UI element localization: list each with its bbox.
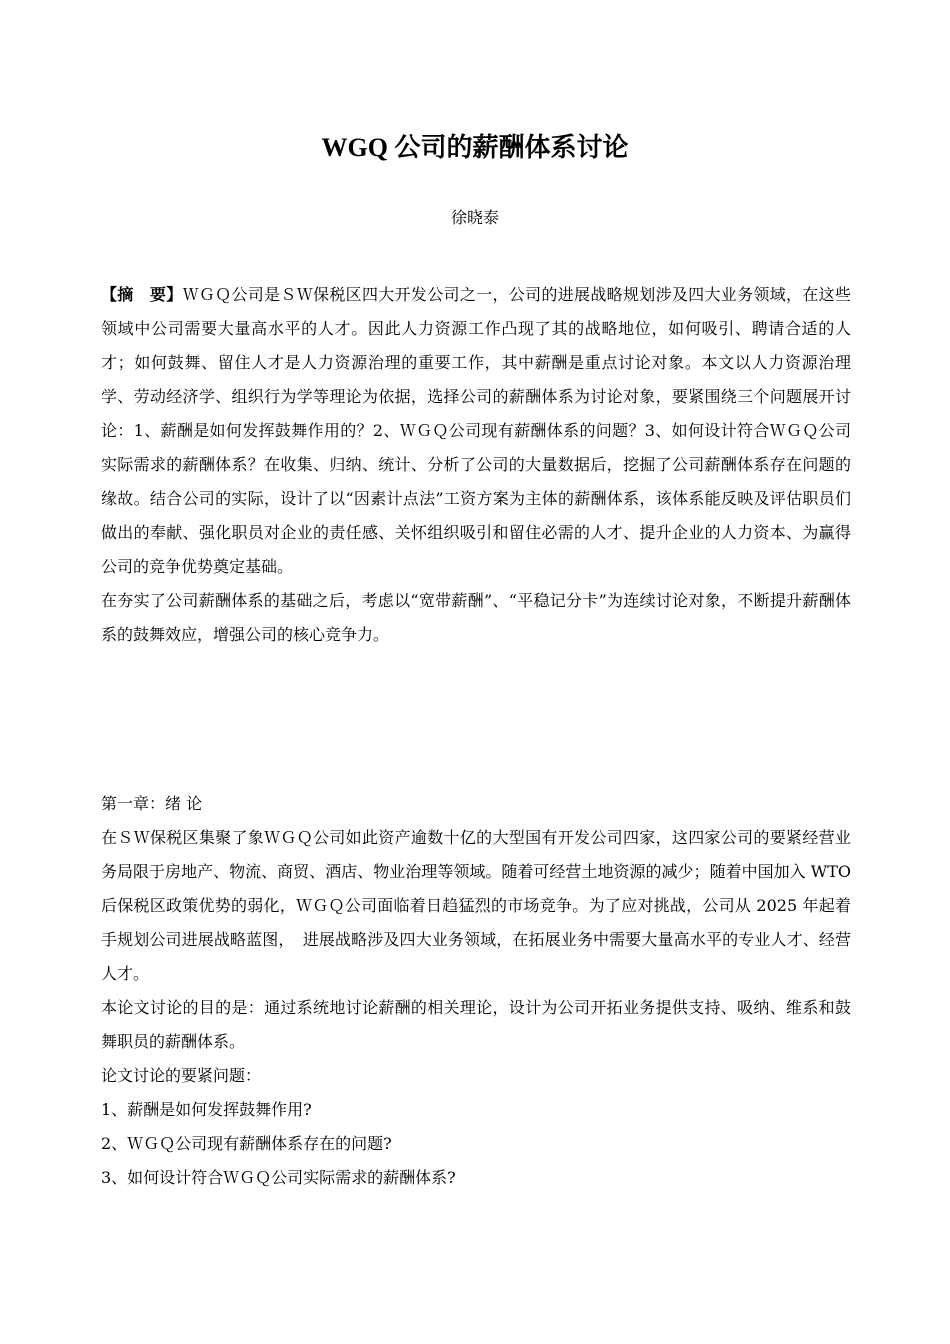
- document-author: 徐晓泰: [450, 208, 499, 227]
- abstract-continuation: 在夯实了公司薪酬体系的基础之后，考虑以“宽带薪酬”、“平稳记分卡”为连续讨论对象，不断提升薪酬体系的鼓舞效应，增强公司的核心竞争力。: [101, 591, 851, 644]
- research-question-item: 3、如何设计符合ＷＧＱ公司实际需求的薪酬体系?: [101, 1168, 456, 1187]
- abstract-section: [101, 278, 851, 652]
- chapter-paragraph: 本论文讨论的目的是：通过系统地讨论薪酬的相关理论，设计为公司开拓业务提供支持、吸纳、维系和鼓舞职员的薪酬体系。: [101, 998, 851, 1051]
- chapter-one-section: [101, 787, 851, 1195]
- chapter-heading: 第一章：绪 论: [101, 794, 203, 813]
- document-title: WGQ 公司的薪酬体系讨论: [321, 133, 629, 162]
- abstract-paragraph: [101, 278, 851, 584]
- abstract-text: ＷＧＱ公司是ＳＷ保税区四大开发公司之一，公司的进展战略规划涉及四大业务领域，在这些领域中公司需要大量高水平的人才。因此人力资源工作凸现了其的战略地位，如何吸引、聘请合适的人才；如何鼓舞、留住人才是人力资源治理的重要工作，其中薪酬是重点讨论对象。本文以人力资源治理学、劳动经济学、组织行为学等理论为依据，选择公司的薪酬体系为讨论对象，要紧围绕三个问题展开讨论：1、薪酬是如何发挥鼓舞作用的？2、ＷＧＱ公司现有薪酬体系的问题？3、如何设计符合ＷＧＱ公司实际需求的薪酬体系？在收集、归纳、统计、分析了公司的大量数据后，挖掘了公司薪酬体系存在问题的缘故。结合公司的实际，设计了以“因素计点法”工资方案为主体的薪酬体系，该体系能反映及评估职员们做出的奉献、强化职员对企业的责任感、关怀组织吸引和留住必需的人才、提升企业的人力资本、为赢得公司的竞争优势奠定基础。: [101, 285, 851, 576]
- research-question-item: 1、薪酬是如何发挥鼓舞作用?: [101, 1100, 312, 1119]
- research-question-item: 2、ＷＧＱ公司现有薪酬体系存在的问题?: [101, 1134, 392, 1153]
- abstract-label: 【摘 要】: [101, 285, 183, 304]
- research-questions-heading: 论文讨论的要紧问题：: [101, 1066, 262, 1085]
- chapter-paragraph: 在ＳＷ保税区集聚了象ＷＧＱ公司如此资产逾数十亿的大型国有开发公司四家，这四家公司的要紧经营业务局限于房地产、物流、商贸、酒店、物业治理等领域。随着可经营土地资源的减少；随着中国加入 WTO 后保税区政策优势的弱化，ＷＧＱ公司面临着日趋猛烈的市场竞争。为了应对挑战，公司从 2025 年起着手规划公司进展战略蓝图， 进展战略涉及四大业务领域，在拓展业务中需要大量高水平的专业人才、经营人才。: [101, 828, 851, 983]
